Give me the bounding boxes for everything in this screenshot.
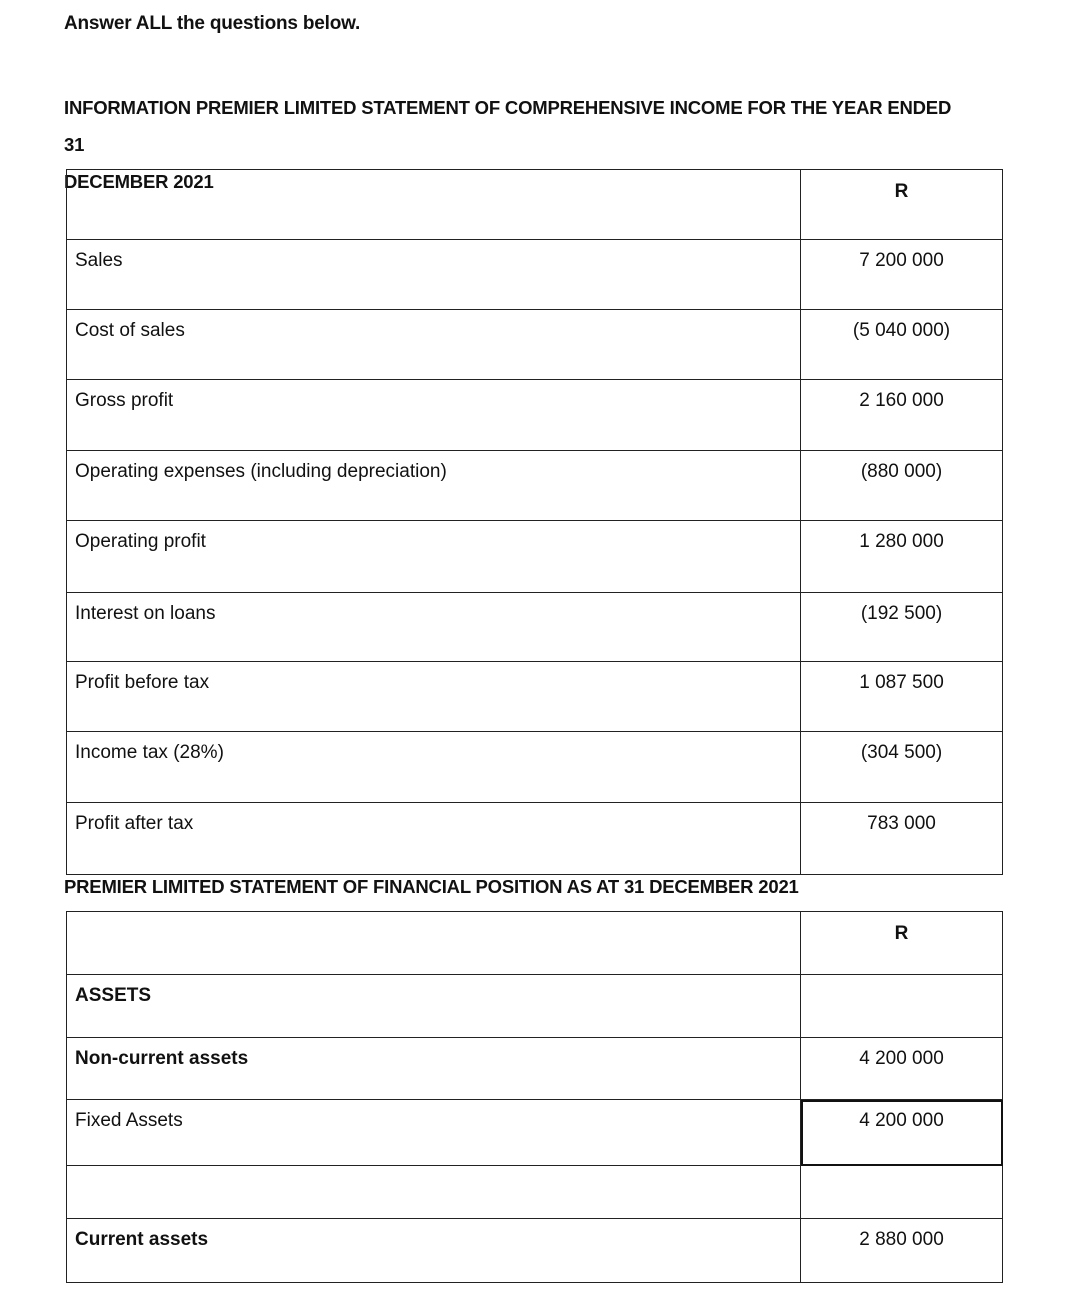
financial-position-table: [66, 911, 1003, 1283]
row-label: Profit before tax: [67, 662, 801, 732]
table-row: [67, 1166, 1003, 1219]
table-row: [67, 975, 1003, 1038]
row-amount: 2 160 000: [801, 380, 1003, 451]
table-row: [67, 521, 1003, 593]
income-heading-line-1: INFORMATION PREMIER LIMITED STATEMENT OF COMPREHENSIVE INCOME FOR THE YEAR ENDED 31: [64, 97, 952, 155]
row-label: Non-current assets: [67, 1038, 801, 1100]
row-label: Income tax (28%): [67, 732, 801, 803]
table-header-row: [67, 170, 1003, 240]
row-label: [67, 1166, 801, 1219]
table-row: [67, 662, 1003, 732]
table-header-row: [67, 912, 1003, 975]
row-amount: (880 000): [801, 451, 1003, 521]
row-amount: 7 200 000: [801, 240, 1003, 310]
table-row: [67, 380, 1003, 451]
table-row: [67, 1100, 1003, 1166]
table-row: [67, 240, 1003, 310]
row-amount: [801, 1166, 1003, 1219]
row-label: Interest on loans: [67, 593, 801, 662]
instruction-text: Answer ALL the questions below.: [64, 13, 361, 34]
row-label: Sales: [67, 240, 801, 310]
row-amount: 4 200 000: [801, 1038, 1003, 1100]
table-row: [67, 803, 1003, 875]
table-row: [67, 593, 1003, 662]
row-label: Fixed Assets: [67, 1100, 801, 1166]
row-amount: (5 040 000): [801, 310, 1003, 380]
table-row: [67, 1219, 1003, 1283]
table-row: [67, 1038, 1003, 1100]
row-amount: (304 500): [801, 732, 1003, 803]
row-amount: 1 087 500: [801, 662, 1003, 732]
currency-header: R: [801, 912, 1003, 975]
income-heading-line-2: DECEMBER 2021: [64, 171, 214, 192]
financial-position-heading: PREMIER LIMITED STATEMENT OF FINANCIAL POSITION AS AT 31 DECEMBER 2021: [64, 876, 799, 897]
row-amount: 783 000: [801, 803, 1003, 875]
row-label: Current assets: [67, 1219, 801, 1283]
row-label: Cost of sales: [67, 310, 801, 380]
row-amount: 4 200 000: [801, 1100, 1003, 1166]
row-amount: [801, 975, 1003, 1038]
row-amount: 2 880 000: [801, 1219, 1003, 1283]
table-row: [67, 732, 1003, 803]
row-label: Operating expenses (including depreciation): [67, 451, 801, 521]
row-amount: 1 280 000: [801, 521, 1003, 593]
currency-header: R: [801, 170, 1003, 240]
row-label: Profit after tax: [67, 803, 801, 875]
table-row: [67, 310, 1003, 380]
assets-section-label: ASSETS: [67, 975, 801, 1038]
row-label: Operating profit: [67, 521, 801, 593]
row-amount: (192 500): [801, 593, 1003, 662]
income-statement-table: [66, 169, 1003, 875]
header-label-cell: [67, 912, 801, 975]
table-row: [67, 451, 1003, 521]
row-label: Gross profit: [67, 380, 801, 451]
header-label-cell: [67, 170, 801, 240]
